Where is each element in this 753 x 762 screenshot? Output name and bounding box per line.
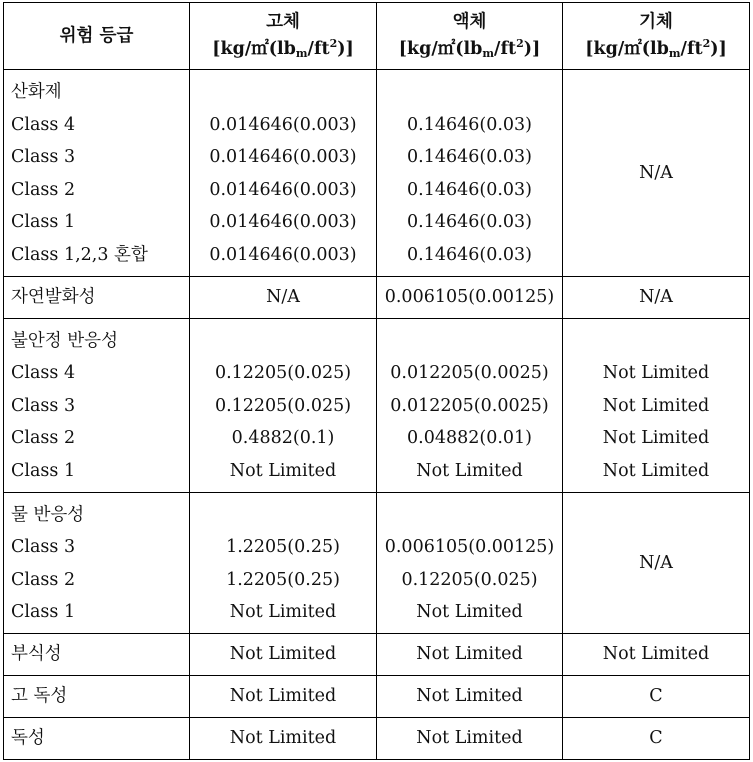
header-solid-title: 고체 (266, 12, 300, 32)
oxidizer-labels (4, 70, 190, 277)
unstable-liquid (377, 318, 563, 492)
unstable-class-1-label: Class 1 (11, 460, 76, 481)
pyrophoric-solid: N/A (190, 276, 377, 318)
pyrophoric-liquid: 0.006105(0.00125) (377, 276, 563, 318)
water-class-2-label: Class 2 (11, 569, 76, 590)
highly-toxic-solid: Not Limited (190, 675, 377, 717)
corrosive-label: 부식성 (4, 633, 190, 675)
water-class-3-liquid: 0.006105(0.00125) (384, 537, 555, 558)
unstable-class-3-solid: 0.12205(0.025) (214, 395, 352, 416)
header-liquid (377, 3, 563, 70)
toxic-row (4, 717, 750, 759)
oxidizer-solid (190, 70, 377, 277)
pyrophoric-gas: N/A (563, 276, 750, 318)
water-class-1-label: Class 1 (11, 602, 76, 623)
corrosive-row (4, 633, 750, 675)
unstable-class-2-label: Class 2 (11, 428, 76, 449)
water-gas: N/A (563, 492, 750, 633)
unstable-class-4-gas: Not Limited (602, 363, 710, 384)
unstable-class-2-solid: 0.4882(0.1) (231, 428, 335, 449)
oxidizer-class-1-label: Class 1 (11, 212, 76, 233)
water-class-3-label: Class 3 (11, 537, 76, 558)
unstable-solid (190, 318, 377, 492)
toxic-label: 독성 (4, 717, 190, 759)
unstable-class-3-gas: Not Limited (602, 395, 710, 416)
header-row (4, 3, 750, 70)
unstable-class-1-gas: Not Limited (602, 460, 710, 481)
oxidizer-class-3-label: Class 3 (11, 147, 76, 168)
water-class-1-liquid: Not Limited (416, 602, 523, 623)
header-gas-title: 기체 (639, 12, 673, 32)
unstable-class-4-solid: 0.12205(0.025) (214, 363, 352, 384)
water-labels (4, 492, 190, 633)
water-class-2-solid: 1.2205(0.25) (226, 569, 340, 590)
header-gas (563, 3, 750, 70)
unstable-class-3-liquid: 0.012205(0.0025) (390, 395, 549, 416)
oxidizer-mixed-label: Class 1,2,3 혼합 (11, 244, 148, 265)
toxic-liquid: Not Limited (377, 717, 563, 759)
unstable-class-4-label: Class 4 (11, 363, 76, 384)
highly-toxic-liquid: Not Limited (377, 675, 563, 717)
oxidizer-class-2-label: Class 2 (11, 179, 76, 200)
oxidizer-class-3-solid: 0.014646(0.003) (209, 147, 357, 168)
header-gas-unit: $[kg/㎡(lb_m/ft^2)]$ (585, 37, 727, 60)
corrosive-gas: Not Limited (563, 633, 750, 675)
water-class-3-solid: 1.2205(0.25) (226, 537, 340, 558)
unstable-class-1-solid: Not Limited (229, 460, 337, 481)
header-solid (190, 3, 377, 70)
water-group (4, 492, 750, 633)
oxidizer-class-4-liquid: 0.14646(0.03) (407, 114, 532, 135)
corrosive-solid: Not Limited (190, 633, 377, 675)
oxidizer-class-4-solid: 0.014646(0.003) (209, 114, 357, 135)
unstable-class-4-liquid: 0.012205(0.0025) (390, 363, 549, 384)
unstable-class-2-gas: Not Limited (602, 428, 710, 449)
oxidizer-class-1-solid: 0.014646(0.003) (209, 212, 357, 233)
highly-toxic-label: 고 독성 (4, 675, 190, 717)
header-solid-unit: $[kg/㎡(lb_m/ft^2)]$ (212, 37, 354, 60)
header-liquid-unit: $[kg/㎡(lb_m/ft^2)]$ (398, 37, 541, 60)
unstable-title: 불안정 반응성 (11, 330, 118, 351)
oxidizer-mixed-solid: 0.014646(0.003) (209, 244, 357, 265)
oxidizer-liquid (377, 70, 563, 277)
water-class-2-liquid: 0.12205(0.025) (401, 569, 538, 590)
oxidizer-class-4-label: Class 4 (11, 114, 76, 135)
water-solid (190, 492, 377, 633)
toxic-gas: C (563, 717, 750, 759)
toxic-solid: Not Limited (190, 717, 377, 759)
highly-toxic-row (4, 675, 750, 717)
oxidizer-class-2-liquid: 0.14646(0.03) (407, 179, 532, 200)
pyrophoric-label: 자연발화성 (4, 276, 190, 318)
oxidizer-gas: N/A (563, 70, 750, 277)
unstable-gas (563, 318, 750, 492)
oxidizer-class-2-solid: 0.014646(0.003) (209, 179, 357, 200)
hazard-limits-table (3, 2, 750, 760)
pyrophoric-row (4, 276, 750, 318)
header-class: 위험 등급 (4, 3, 190, 70)
water-title: 물 반응성 (11, 504, 85, 525)
oxidizer-class-3-liquid: 0.14646(0.03) (407, 147, 532, 168)
oxidizer-mixed-liquid: 0.14646(0.03) (407, 244, 532, 265)
highly-toxic-gas: C (563, 675, 750, 717)
corrosive-liquid: Not Limited (377, 633, 563, 675)
oxidizer-group (4, 70, 750, 277)
unstable-class-1-liquid: Not Limited (416, 460, 523, 481)
oxidizer-class-1-liquid: 0.14646(0.03) (407, 212, 532, 233)
unstable-class-3-label: Class 3 (11, 395, 76, 416)
water-liquid (377, 492, 563, 633)
unstable-class-2-liquid: 0.04882(0.01) (407, 428, 532, 449)
header-liquid-title: 액체 (452, 12, 487, 32)
unstable-labels (4, 318, 190, 492)
oxidizer-title: 산화제 (11, 82, 62, 102)
water-class-1-solid: Not Limited (229, 602, 337, 623)
unstable-group (4, 318, 750, 492)
